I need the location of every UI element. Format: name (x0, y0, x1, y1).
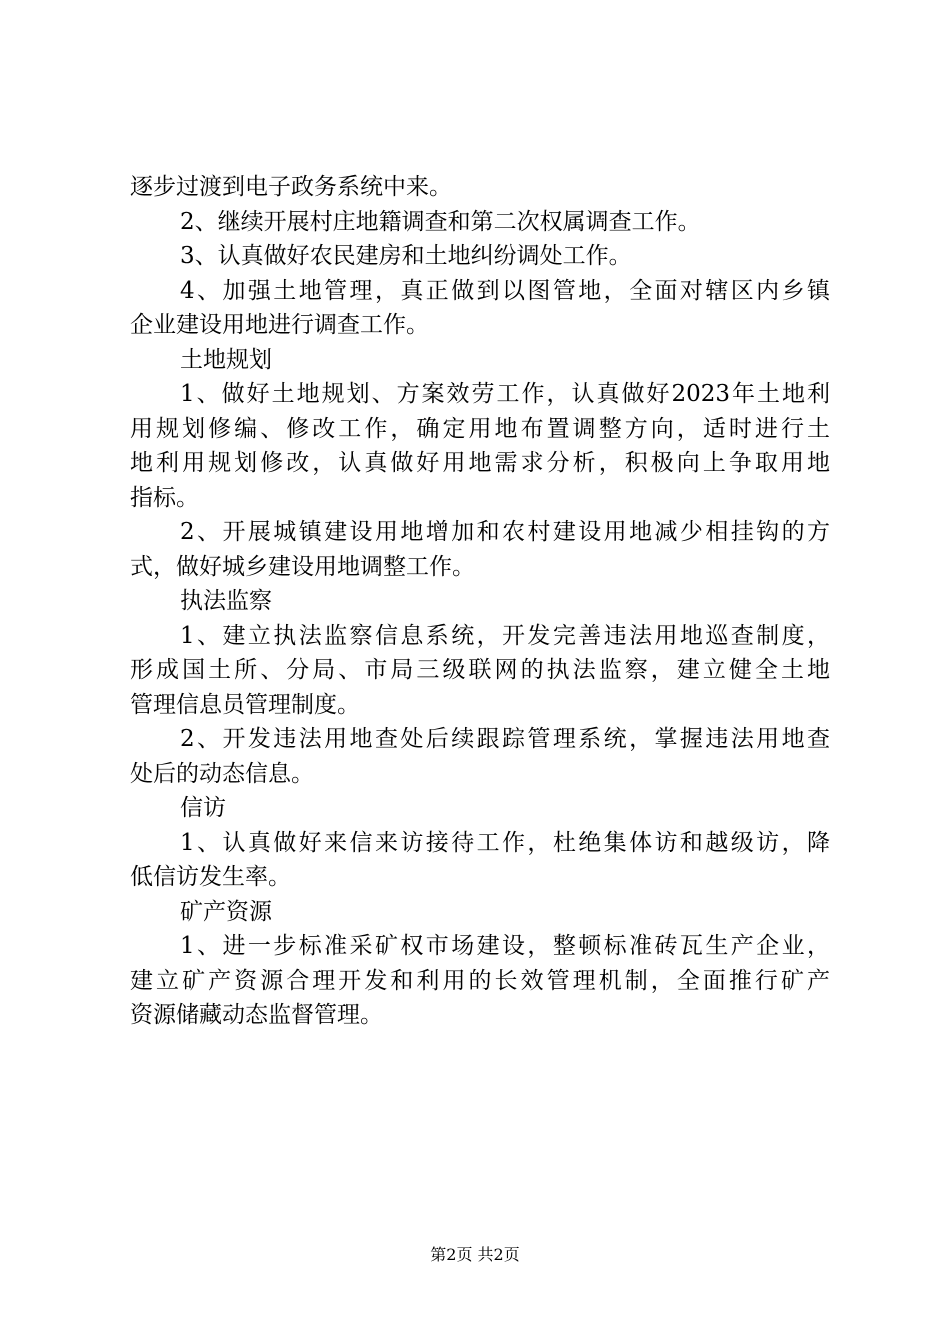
text-line: 低信访发生率。 (130, 864, 291, 890)
text-line: 3、认真做好农民建房和土地纠纷调处工作。 (180, 243, 632, 269)
text-line: 企业建设用地进行调查工作。 (130, 312, 429, 338)
section-heading: 执法监察 (180, 588, 272, 614)
text-line: 资源储藏动态监督管理。 (130, 1002, 383, 1028)
section-heading: 矿产资源 (180, 898, 272, 925)
document-body (130, 170, 830, 1033)
text-line: 形成国土所、分局、市局三级联网的执法监察，建立健全土地 (130, 657, 830, 683)
text-line: 1、认真做好来信来访接待工作，杜绝集体访和越级访，降 (180, 829, 830, 856)
text-line: 用规划修编、修改工作，确定用地布置调整方向，适时进行土 (130, 415, 830, 442)
text-line: 处后的动态信息。 (130, 760, 314, 787)
text-line: 管理信息员管理制度。 (130, 691, 360, 718)
text-line: 1、做好土地规划、方案效劳工作，认真做好2023年土地利 (180, 381, 830, 407)
text-line: 4、加强土地管理，真正做到以图管地，全面对辖区内乡镇 (180, 277, 830, 304)
section-heading: 土地规划 (180, 346, 272, 373)
text-line: 2、继续开展村庄地籍调查和第二次权属调查工作。 (180, 208, 701, 235)
text-line: 建立矿产资源合理开发和利用的长效管理机制，全面推行矿产 (130, 967, 830, 994)
text-line: 指标。 (130, 484, 199, 511)
text-line: 地利用规划修改，认真做好用地需求分析，积极向上争取用地 (130, 450, 830, 476)
text-line: 2、开展城镇建设用地增加和农村建设用地减少相挂钩的方 (180, 519, 830, 545)
text-line: 1、进一步标准采矿权市场建设，整顿标准砖瓦生产企业， (180, 933, 830, 959)
text-line: 式，做好城乡建设用地调整工作。 (130, 553, 475, 580)
text-line: 2、开发违法用地查处后续跟踪管理系统，掌握违法用地查 (180, 726, 830, 752)
page-footer: 第2页 共2页 (430, 1245, 520, 1264)
text-line: 逐步过渡到电子政务系统中来。 (130, 174, 452, 200)
text-line: 1、建立执法监察信息系统，开发完善违法用地巡查制度， (180, 622, 830, 649)
section-heading: 信访 (180, 795, 226, 821)
